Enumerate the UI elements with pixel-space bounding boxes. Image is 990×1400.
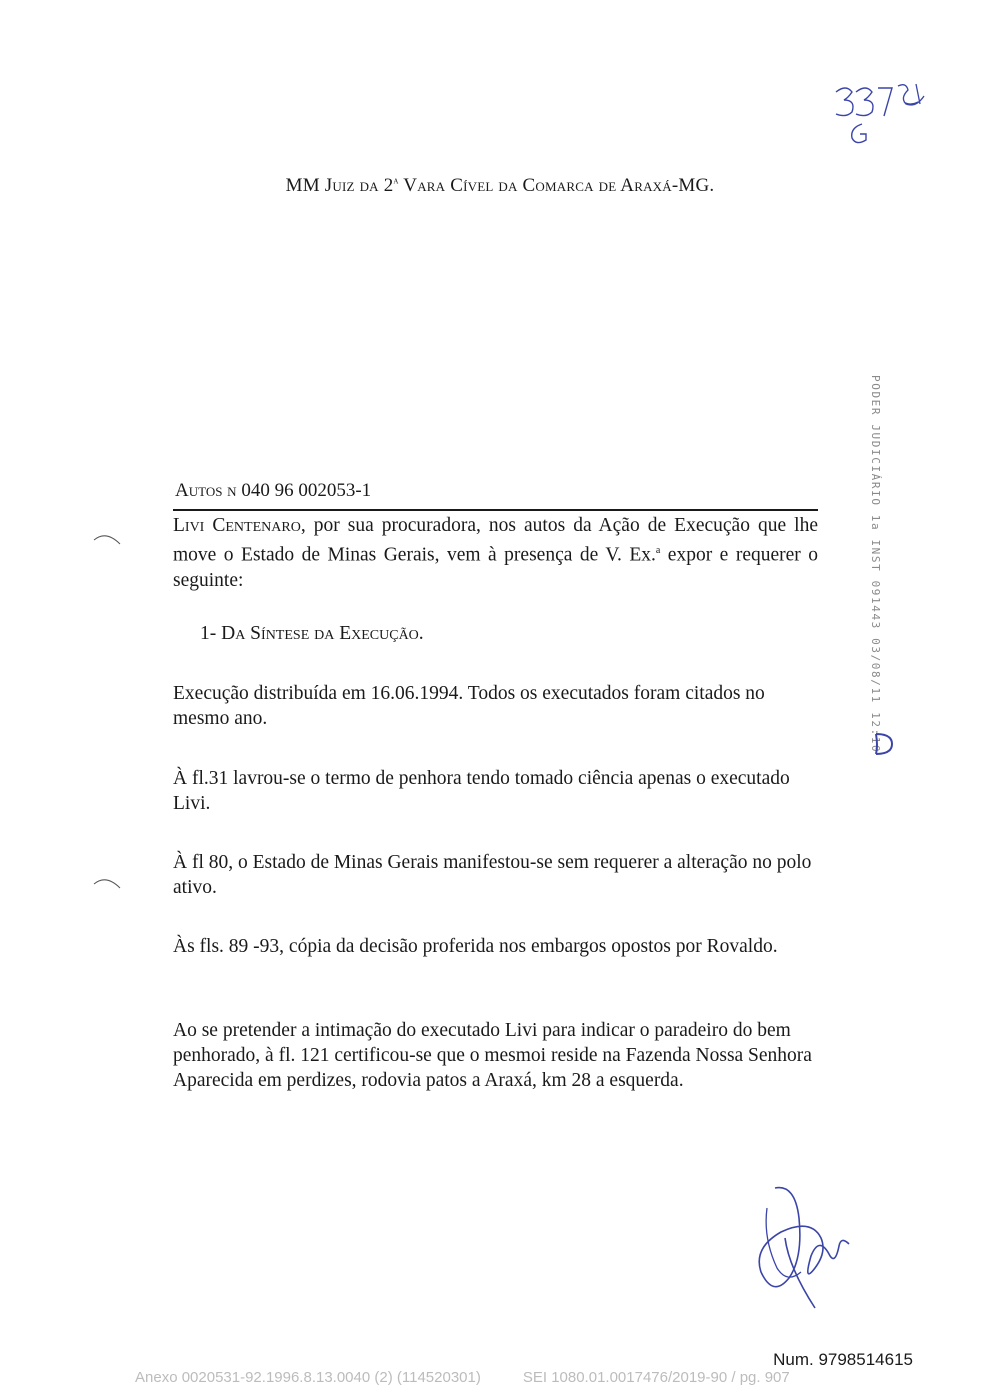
footer-annex: Anexo 0020531-92.1996.8.13.0040 (2) (114520301) [135, 1369, 481, 1386]
signature [745, 1178, 865, 1318]
footer-sei: SEI 1080.01.0017476/2019-90 / pg. 907 [522, 1369, 790, 1386]
margin-mark [92, 528, 122, 548]
handwritten-page-number [832, 80, 942, 150]
party-name: Livi Centenaro [173, 515, 301, 536]
footer [135, 1369, 790, 1386]
paragraph-distribution: Execução distribuída em 16.06.1994. Todos os executados foram citados no mesmo ano. [173, 683, 765, 729]
intro-ordinal: a [655, 545, 661, 556]
paragraph-penhora: À fl.31 lavrou-se o termo de penhora tendo tomado ciência apenas o executado Livi. [173, 768, 790, 814]
margin-mark [92, 872, 122, 892]
heading-text: MM Juiz da 2 [285, 175, 394, 196]
document-number: Num. 9798514615 [773, 1350, 913, 1369]
paragraph-embargos: Às fls. 89 -93, cópia da decisão proferida nos embargos opostos por Rovaldo. [173, 936, 778, 957]
divider-rule [173, 509, 818, 511]
section-title: 1- Da Síntese da Execução. [200, 623, 424, 644]
intro-paragraph [173, 513, 818, 593]
intro-text-end: expor e requerer o seguinte: [173, 544, 818, 591]
case-number: Autos n 040 96 002053-1 [175, 480, 372, 501]
heading-text-rest: Vara Cível da Comarca de Araxá-MG. [398, 175, 715, 196]
paragraph-intimacao: Ao se pretender a intimação do executado Livi para indicar o paradeiro do bem penhorado, à fl. 121 certificou-se que o mesmoi reside na Fazenda Nossa Senhora Aparecida em perdizes, rodovia patos a Araxá, km 28 a esquerda. [173, 1020, 812, 1091]
stamp-mark [870, 730, 898, 758]
protocol-stamp: PODER JUDICIÁRIO 1a INST 091443 03/08/11 12:10 [869, 375, 882, 754]
paragraph-estado: À fl 80, o Estado de Minas Gerais manifestou-se sem requerer a alteração no polo ativo. [173, 852, 812, 898]
court-heading [150, 175, 850, 197]
intro-text: , por sua procuradora, nos autos da Ação de Execução que lhe move o Estado de Minas Gerais, vem à presença de V. Ex. [173, 515, 818, 566]
heading-ordinal: a [393, 175, 399, 187]
